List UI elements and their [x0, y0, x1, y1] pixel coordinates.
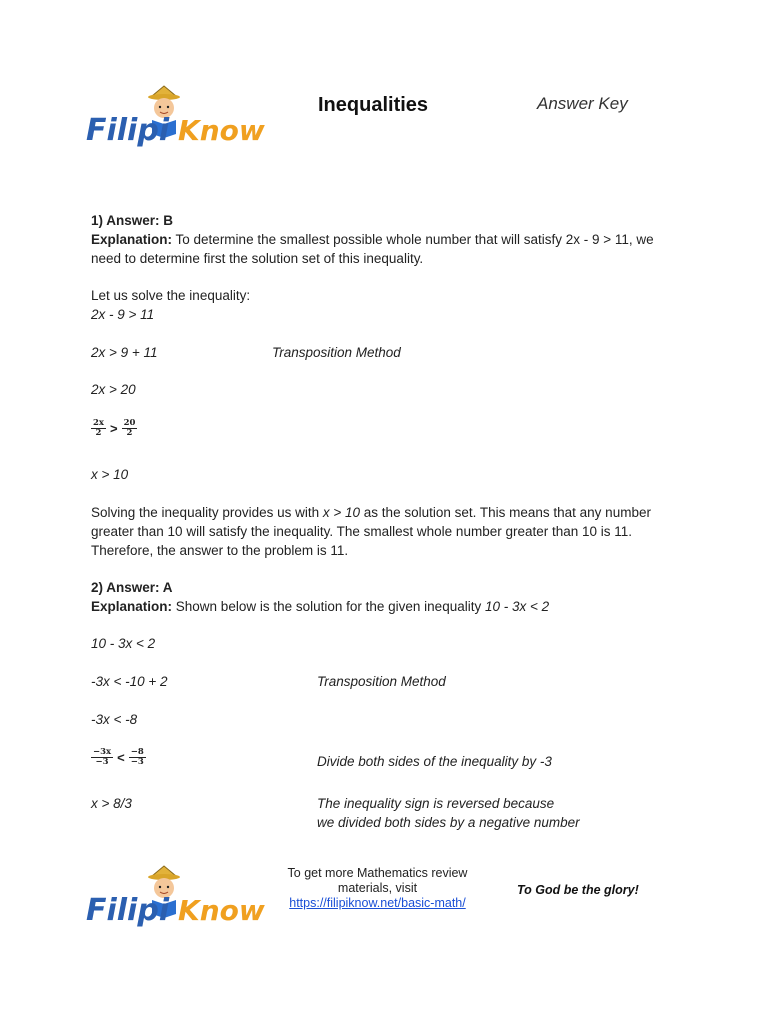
q2-step5: x > 8/3 — [91, 796, 132, 811]
q1-step2: 2x > 9 + 11 — [91, 345, 158, 360]
q2-frac-left: $\frac{-3x}{-3}$ — [93, 747, 112, 767]
q2-step2-note: Transposition Method — [317, 674, 446, 689]
q1-step3: 2x > 20 — [91, 382, 136, 397]
q2-fraction-step: $\frac{-3x}{-3}$ < $\frac{-8}{-3}$ — [93, 747, 144, 767]
footer-mascot-icon — [84, 862, 265, 942]
answer-key-label: Answer Key — [537, 94, 628, 113]
svg-text:Filipi: Filipi — [86, 893, 170, 928]
q1-step2-note: Transposition Method — [272, 345, 401, 360]
q2-heading: 2) Answer: A — [91, 580, 173, 595]
q1-heading: 1) Answer: B — [91, 213, 174, 228]
q2-frac-right: $\frac{-8}{-3}$ — [130, 747, 144, 767]
q2-step5-note: The inequality sign is reversed because we divided both sides by a negative number — [317, 796, 580, 830]
svg-text:Filipi: Filipi — [86, 113, 170, 148]
q2-step1: 10 - 3x < 2 — [91, 636, 156, 651]
q2-explanation-label: Explanation: — [91, 599, 173, 614]
q2-explanation: Explanation: Shown below is the solution for the given inequality 10 - 3x < 2 — [91, 599, 550, 614]
footer-promo: To get more Mathematics review materials, visit https://filipiknow.net/basic-math/ — [287, 866, 468, 910]
filipiknow-logo — [84, 82, 265, 162]
q1-frac-left: $\frac{2x}{2}$ — [93, 418, 104, 438]
q1-intro: Let us solve the inequality: — [91, 288, 251, 303]
q2-step3: -3x < -8 — [91, 712, 138, 727]
mascot-icon — [84, 82, 265, 162]
q1-conclusion: Solving the inequality provides us with x > 10 as the solution set. This means that any number greater than 10 will satisfy the inequality. The smallest whole number greater than 10 is 11. Therefore, the answer to the problem is 11. — [91, 505, 651, 558]
q1-explanation-line1: To determine the smallest possible whole number that will satisfy 2x - 9 > 11, we — [175, 232, 654, 247]
q1-step1: 2x - 9 > 11 — [91, 307, 155, 322]
q1-explanation-line2: need to determine first the solution set of this inequality. — [91, 251, 424, 266]
q1-explanation-label: Explanation: — [91, 232, 173, 247]
q1-explanation — [91, 230, 691, 268]
footer-filipiknow-logo — [84, 862, 265, 942]
footer-glory: To God be the glory! — [517, 883, 639, 897]
page-title: Inequalities — [318, 94, 429, 116]
q1-fraction-step: $\frac{2x}{2}$ > $\frac{20}{2}$ — [93, 418, 136, 438]
q2-step2: -3x < -10 + 2 — [91, 674, 168, 689]
q1-step5: x > 10 — [91, 467, 129, 482]
svg-text:Know: Know — [178, 894, 265, 927]
q2-step4-note: Divide both sides of the inequality by -3 — [317, 754, 552, 769]
footer-link[interactable]: https://filipiknow.net/basic-math/ — [289, 896, 466, 910]
q1-frac-right: $\frac{20}{2}$ — [123, 418, 136, 438]
svg-text:Know: Know — [178, 114, 265, 147]
